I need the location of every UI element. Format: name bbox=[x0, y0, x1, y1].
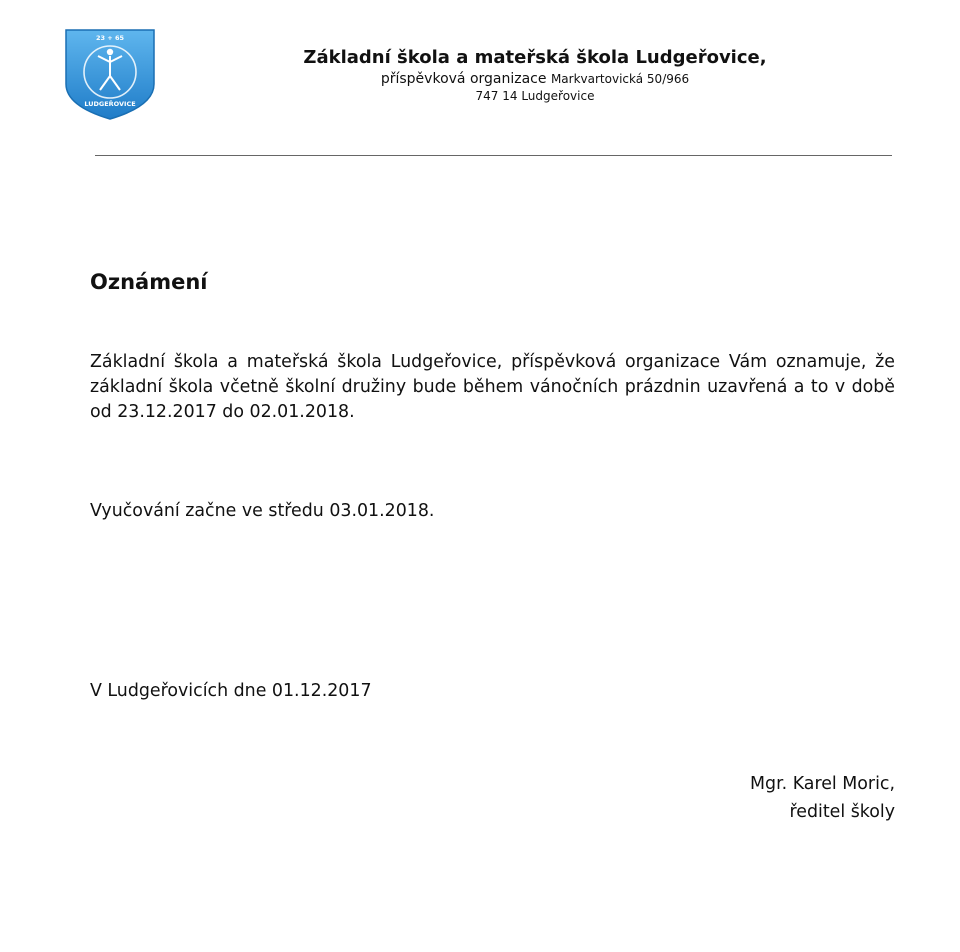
header-divider bbox=[95, 155, 892, 156]
school-name: Základní škola a mateřská škola Ludgeřovice, bbox=[303, 47, 767, 68]
org-type: příspěvková organizace bbox=[380, 71, 547, 87]
org-address-line bbox=[240, 70, 830, 88]
signature-role: ředitel školy bbox=[789, 802, 895, 822]
logo-top-text: 23 + 65 bbox=[95, 34, 125, 42]
place-date-line: V Ludgeřovicích dne 01.12.2017 bbox=[90, 681, 372, 701]
signature-name: Mgr. Karel Moric, bbox=[750, 774, 895, 794]
signature-block bbox=[750, 770, 895, 826]
letterhead bbox=[240, 46, 830, 104]
logo-bottom-text: LUDGEŘOVICE bbox=[84, 100, 136, 108]
notice-main-paragraph: Základní škola a mateřská škola Ludgeřovice, příspěvková organizace Vám oznamuje, že základní škola včetně školní družiny bude během vánočních prázdnin uzavřená a to v době od 23.12.2017 do 02.01.2018. bbox=[90, 352, 895, 422]
school-logo bbox=[62, 26, 158, 122]
street-address: Markvartovická 50/966 bbox=[550, 72, 690, 86]
school-start-paragraph: Vyučování začne ve středu 03.01.2018. bbox=[90, 501, 435, 521]
notice-heading: Oznámení bbox=[90, 270, 208, 294]
city-line: 747 14 Ludgeřovice bbox=[475, 89, 595, 103]
